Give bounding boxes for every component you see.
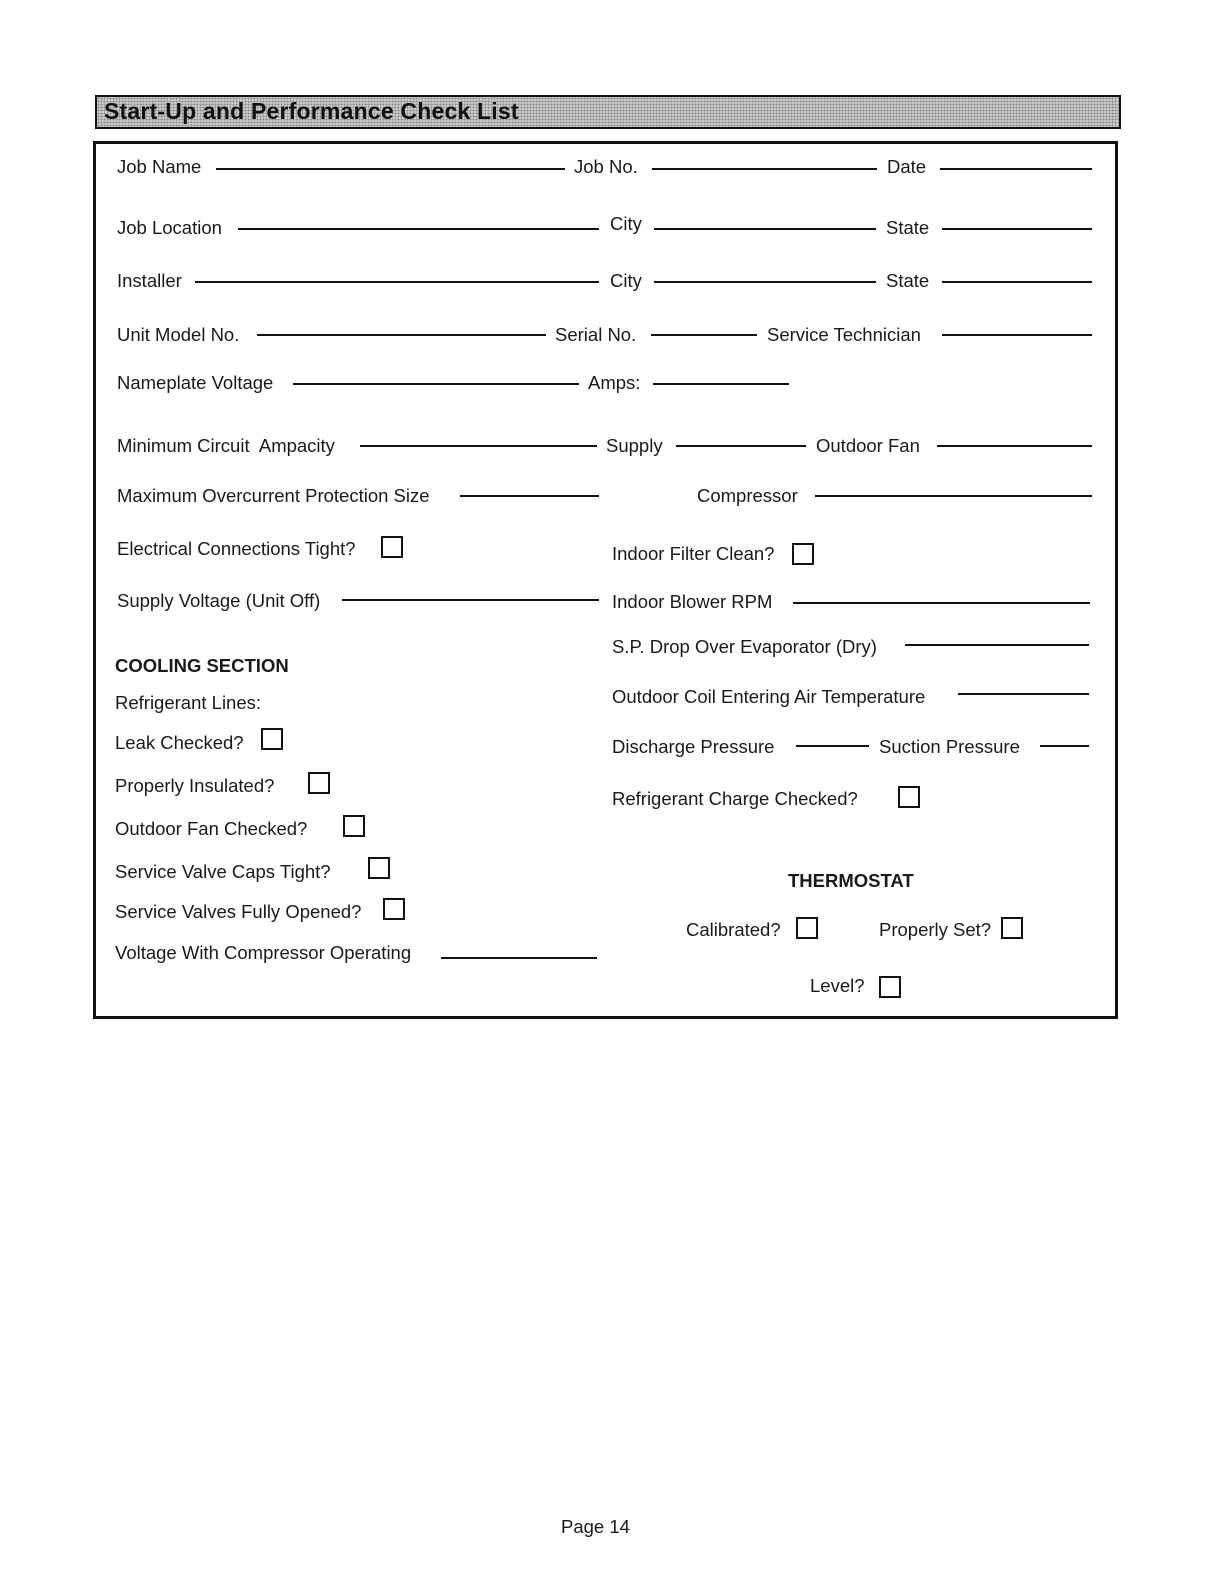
service-technician-label: Service Technician xyxy=(767,324,921,345)
electrical-connections-checkbox[interactable] xyxy=(381,536,403,558)
service-valve-caps-label: Service Valve Caps Tight? xyxy=(115,861,331,882)
indoor-filter-label: Indoor Filter Clean? xyxy=(612,543,775,564)
voltage-compressor-field[interactable] xyxy=(441,957,597,959)
voltage-compressor-label: Voltage With Compressor Operating xyxy=(115,942,412,963)
page-number: Page 14 xyxy=(561,1516,630,1537)
installer-state-label: State xyxy=(886,270,930,291)
service-valves-opened-label: Service Valves Fully Opened? xyxy=(115,901,362,922)
sp-drop-label: S.P. Drop Over Evaporator (Dry) xyxy=(612,636,877,657)
refrigerant-charge-checkbox[interactable] xyxy=(898,786,920,808)
supply-voltage-label: Supply Voltage (Unit Off) xyxy=(117,590,321,611)
indoor-blower-rpm-label: Indoor Blower RPM xyxy=(612,591,773,612)
unit-model-field[interactable] xyxy=(257,334,546,336)
sp-drop-field[interactable] xyxy=(905,644,1089,646)
suction-pressure-label: Suction Pressure xyxy=(879,736,1020,757)
max-overcurrent-label: Maximum Overcurrent Protection Size xyxy=(117,485,430,506)
job-no-label: Job No. xyxy=(574,156,638,177)
job-no-field[interactable] xyxy=(652,168,877,170)
level-checkbox[interactable] xyxy=(879,976,901,998)
supply-field[interactable] xyxy=(676,445,806,447)
outdoor-fan-checked-label: Outdoor Fan Checked? xyxy=(115,818,308,839)
properly-set-checkbox[interactable] xyxy=(1001,917,1023,939)
service-technician-field[interactable] xyxy=(942,334,1092,336)
serial-no-label: Serial No. xyxy=(555,324,637,345)
outdoor-coil-temp-label: Outdoor Coil Entering Air Temperature xyxy=(612,686,926,707)
discharge-pressure-field[interactable] xyxy=(796,745,869,747)
job-location-label: Job Location xyxy=(117,217,222,238)
checklist-title-bar xyxy=(95,95,1121,129)
refrigerant-lines-label: Refrigerant Lines: xyxy=(115,692,262,713)
job-city-field[interactable] xyxy=(654,228,876,230)
compressor-field[interactable] xyxy=(815,495,1092,497)
installer-city-label: City xyxy=(610,270,642,291)
job-state-label: State xyxy=(886,217,930,238)
outdoor-fan-label: Outdoor Fan xyxy=(816,435,920,456)
installer-city-field[interactable] xyxy=(654,281,876,283)
job-location-field[interactable] xyxy=(238,228,599,230)
outdoor-fan-field[interactable] xyxy=(937,445,1092,447)
date-field[interactable] xyxy=(940,168,1092,170)
leak-checked-label: Leak Checked? xyxy=(115,732,244,753)
level-label: Level? xyxy=(810,975,865,996)
calibrated-label: Calibrated? xyxy=(686,919,781,940)
indoor-blower-rpm-field[interactable] xyxy=(793,602,1090,604)
leak-checked-checkbox[interactable] xyxy=(261,728,283,750)
min-circuit-ampacity-field[interactable] xyxy=(360,445,597,447)
installer-state-field[interactable] xyxy=(942,281,1092,283)
max-overcurrent-field[interactable] xyxy=(460,495,599,497)
indoor-filter-checkbox[interactable] xyxy=(792,543,814,565)
outdoor-coil-temp-field[interactable] xyxy=(958,693,1089,695)
service-valve-caps-checkbox[interactable] xyxy=(368,857,390,879)
installer-label: Installer xyxy=(117,270,182,291)
service-valves-opened-checkbox[interactable] xyxy=(383,898,405,920)
suction-pressure-field[interactable] xyxy=(1040,745,1089,747)
amps-field[interactable] xyxy=(653,383,789,385)
discharge-pressure-label: Discharge Pressure xyxy=(612,736,775,757)
nameplate-voltage-label: Nameplate Voltage xyxy=(117,372,274,393)
properly-insulated-label: Properly Insulated? xyxy=(115,775,275,796)
unit-model-label: Unit Model No. xyxy=(117,324,240,345)
supply-label: Supply xyxy=(606,435,663,456)
refrigerant-charge-label: Refrigerant Charge Checked? xyxy=(612,788,858,809)
min-circuit-ampacity-label: Minimum Circuit Ampacity xyxy=(117,435,335,456)
outdoor-fan-checked-checkbox[interactable] xyxy=(343,815,365,837)
nameplate-voltage-field[interactable] xyxy=(293,383,579,385)
calibrated-checkbox[interactable] xyxy=(796,917,818,939)
thermostat-heading: THERMOSTAT xyxy=(788,870,914,891)
checklist-form-box xyxy=(93,141,1118,1019)
job-city-label: City xyxy=(610,213,642,234)
job-name-field[interactable] xyxy=(216,168,565,170)
properly-insulated-checkbox[interactable] xyxy=(308,772,330,794)
job-name-label: Job Name xyxy=(117,156,202,177)
supply-voltage-field[interactable] xyxy=(342,599,599,601)
electrical-connections-label: Electrical Connections Tight? xyxy=(117,538,356,559)
installer-field[interactable] xyxy=(195,281,599,283)
amps-label: Amps: xyxy=(588,372,641,393)
cooling-section-heading: COOLING SECTION xyxy=(115,655,289,676)
properly-set-label: Properly Set? xyxy=(879,919,992,940)
serial-no-field[interactable] xyxy=(651,334,757,336)
job-state-field[interactable] xyxy=(942,228,1092,230)
checklist-title: Start-Up and Performance Check List xyxy=(104,98,519,124)
compressor-label: Compressor xyxy=(697,485,798,506)
date-label: Date xyxy=(887,156,927,177)
